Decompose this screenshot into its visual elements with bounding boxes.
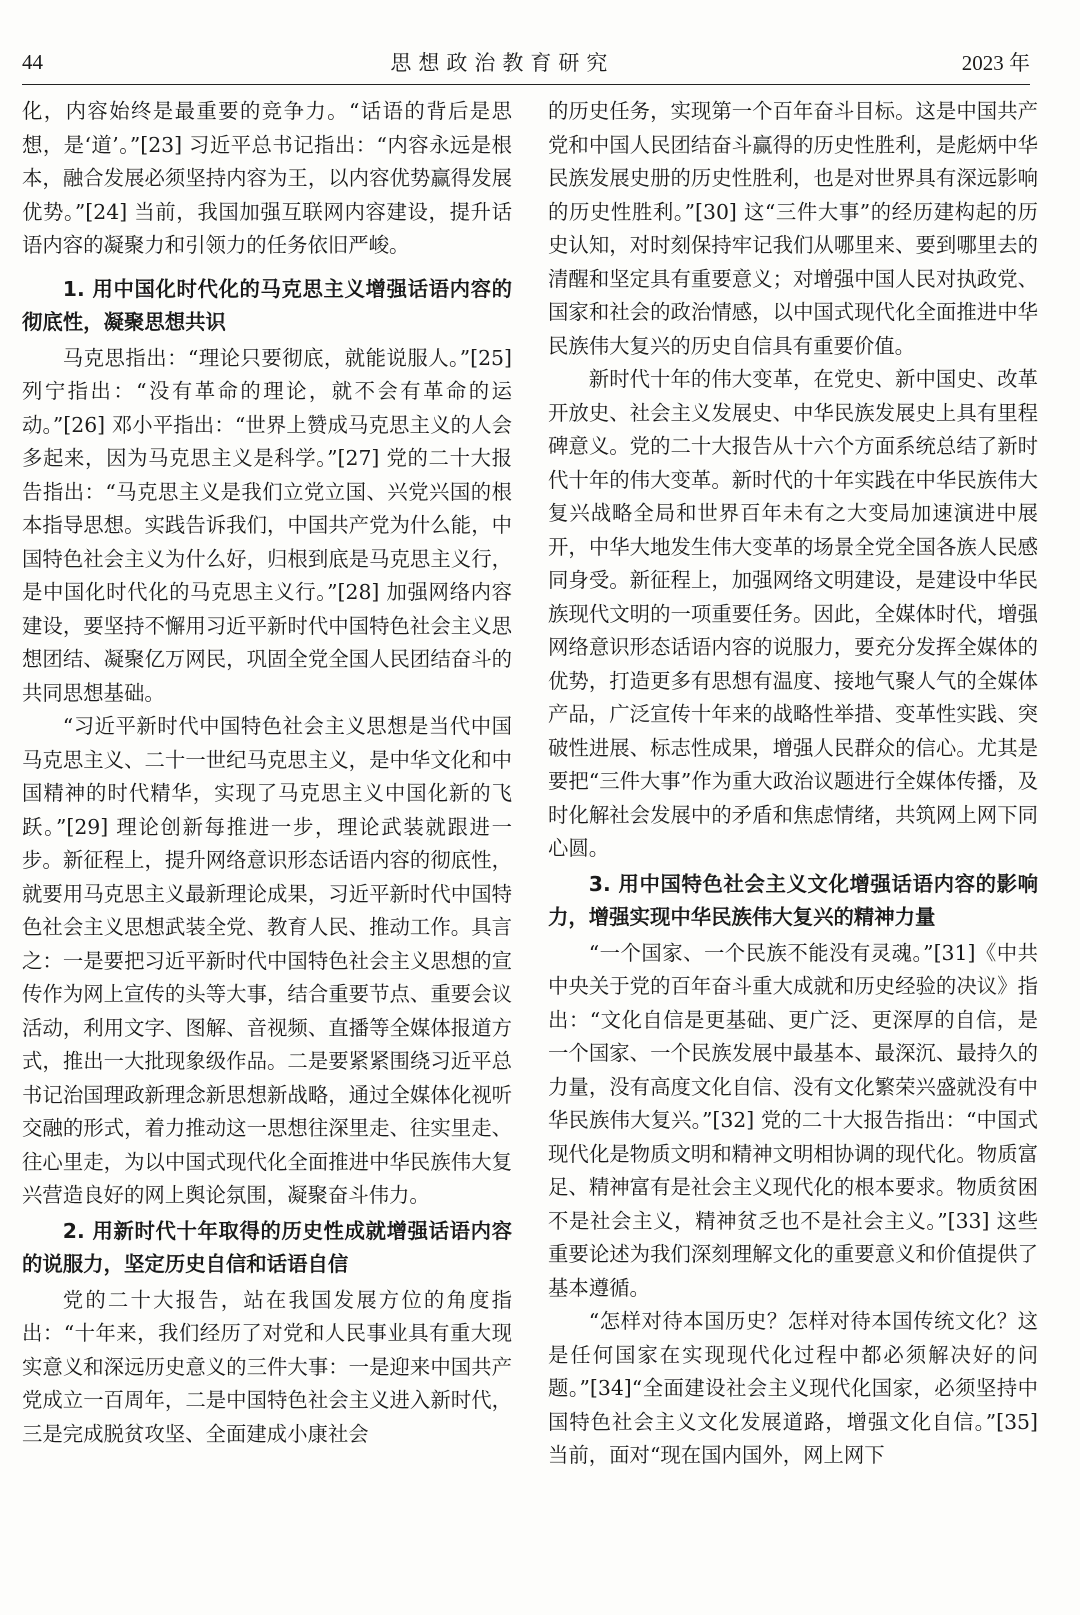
paragraph: 化，内容始终是最重要的竞争力。“话语的背后是思想，是‘道’。”[23] 习近平总书记指出：“内容永远是根本，融合发展必须坚持内容为王，以内容优势赢得发展优势。”[24] 当前，我国加强互联网内容建设，提升话语内容的凝聚力和引领力的任务依旧严峻。 <box>22 99 512 257</box>
paragraph: 党的二十大报告，站在我国发展方位的角度指出：“十年来，我们经历了对党和人民事业具有重大现实意义和深远历史意义的三件大事：一是迎来中国共产党成立一百周年，二是中国特色社会主义进入新时代，三是完成脱贫攻坚、全面建成小康社会 <box>22 1287 512 1446</box>
right-column <box>548 95 1038 1610</box>
publication-year: 2023 年 <box>961 51 1030 75</box>
journal-title: 思想政治教育研究 <box>390 51 615 75</box>
paragraph: “习近平新时代中国特色社会主义思想是当代中国马克思主义、二十一世纪马克思主义，是中华文化和中国精神的时代精华，实现了马克思主义中国化新的飞跃。”[29] 理论创新每推进一步，理论武装就跟进一步。新征程上，提升网络意识形态话语内容的彻底性，就要用马克思主义最新理论成果，习近平新时代中国特色社会主义思想武装全党、教育人民、推动工作。具言之：一是要把习近平新时代中国特色社会主义思想的宣传作为网上宣传的头等大事，结合重要节点、重要会议活动，利用文字、图解、音视频、直播等全媒体报道方式，推出一大批现象级作品。二是要紧紧围绕习近平总书记治国理政新理念新思想新战略，通过全媒体化视听交融的形式，着力推动这一思想往深里走、往实里走、往心里走，为以中国式现代化全面推进中华民族伟大复兴营造良好的网上舆论氛围，凝聚奋斗伟力。 <box>22 714 512 1207</box>
section-heading-3: 3. 用中国特色社会主义文化增强话语内容的影响力，增强实现中华民族伟大复兴的精神力量 <box>548 871 1038 929</box>
paragraph: “怎样对待本国历史？怎样对待本国传统文化？这是任何国家在实现现代化过程中都必须解决好的问题。”[34]“全面建设社会主义现代化国家，必须坚持中国特色社会主义文化发展道路，增强文化自信。”[35] 当前，面对“现在国内国外，网上网下 <box>548 1309 1038 1467</box>
paragraph: 新时代十年的伟大变革，在党史、新中国史、改革开放史、社会主义发展史、中华民族发展史上具有里程碑意义。党的二十大报告从十六个方面系统总结了新时代十年的伟大变革。新时代的十年实践在中华民族伟大复兴战略全局和世界百年未有之大变局加速演进中展开，中华大地发生伟大变革的场景全党全国各族人民感同身受。新征程上，加强网络文明建设，是建设中华民族现代文明的一项重要任务。因此，全媒体时代，增强网络意识形态话语内容的说服力，要充分发挥全媒体的优势，打造更多有思想有温度、接地气聚人气的全媒体产品，广泛宣传十年来的战略性举措、变革性实践、突破性进展、标志性成果，增强人民群众的信心。尤其是要把“三件大事”作为重大政治议题进行全媒体传播，及时化解社会发展中的矛盾和焦虑情绪，共筑网上网下同心圆。 <box>548 367 1038 860</box>
running-header <box>22 40 1030 85</box>
section-heading-2: 2. 用新时代十年取得的历史性成就增强话语内容的说服力，坚定历史自信和话语自信 <box>22 1218 512 1276</box>
page-number: 44 <box>22 49 43 74</box>
paragraph: 马克思指出：“理论只要彻底，就能说服人。”[25] 列宁指出：“没有革命的理论，就不会有革命的运动。”[26] 邓小平指出：“世界上赞成马克思主义的人会多起来，因为马克思主义是科学。”[27] 党的二十大报告指出：“马克思主义是我们立党立国、兴党兴国的根本指导思想。实践告诉我们，中国共产党为什么能，中国特色社会主义为什么好，归根到底是马克思主义行，是中国化时代化的马克思主义行。”[28] 加强网络内容建设，要坚持不懈用习近平新时代中国特色社会主义思想团结、凝聚亿万网民，巩固全党全国人民团结奋斗的共同思想基础。 <box>22 345 512 705</box>
paragraph: 的历史任务，实现第一个百年奋斗目标。这是中国共产党和中国人民团结奋斗赢得的历史性胜利，是彪炳中华民族发展史册的历史性胜利，也是对世界具有深远影响的历史性胜利。”[30] 这“三件大事”的经历建构起的历史认知，对时刻保持牢记我们从哪里来、要到哪里去的清醒和坚定具有重要意义；对增强中国人民对执政党、国家和社会的政治情感，以中国式现代化全面推进中华民族伟大复兴的历史自信具有重要价值。 <box>548 99 1038 358</box>
paragraph: “一个国家、一个民族不能没有灵魂。”[31]《中共中央关于党的百年奋斗重大成就和历史经验的决议》指出：“文化自信是更基础、更广泛、更深厚的自信，是一个国家、一个民族发展中最基本、最深沉、最持久的力量，没有高度文化自信、没有文化繁荣兴盛就没有中华民族伟大复兴。”[32] 党的二十大报告指出：“中国式现代化是物质文明和精神文明相协调的现代化。物质富足、精神富有是社会主义现代化的根本要求。物质贫困不是社会主义，精神贫乏也不是社会主义。”[33] 这些重要论述为我们深刻理解文化的重要意义和价值提供了基本遵循。 <box>548 940 1038 1300</box>
left-column <box>22 95 512 1610</box>
section-heading-1: 1. 用中国化时代化的马克思主义增强话语内容的彻底性，凝聚思想共识 <box>22 276 512 334</box>
